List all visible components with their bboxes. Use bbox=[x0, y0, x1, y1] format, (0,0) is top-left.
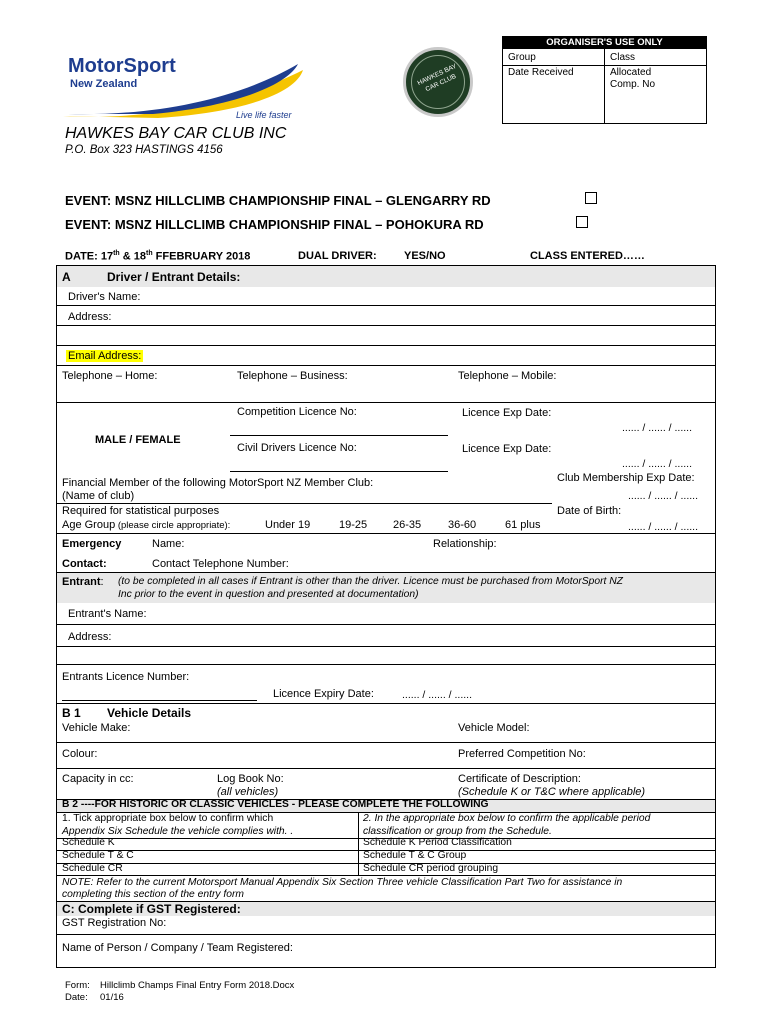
colour-label[interactable]: Colour: bbox=[62, 748, 98, 760]
schedule-note: (Schedule K or T&C where applicable) bbox=[458, 786, 646, 798]
section-a-letter: A bbox=[62, 270, 71, 284]
age-group-text: Age Group bbox=[62, 519, 116, 531]
b2-col1-line2: Appendix Six Schedule the vehicle complies with. . bbox=[62, 826, 294, 837]
section-a-title: Driver / Entrant Details: bbox=[107, 270, 241, 284]
club-exp-date[interactable]: ...... / ...... / ...... bbox=[628, 490, 699, 502]
event-date bbox=[65, 250, 250, 263]
organiser-group: Group bbox=[508, 52, 536, 63]
age-group-note: (please circle appropriate): bbox=[115, 520, 231, 531]
club-exp-label: Club Membership Exp Date: bbox=[557, 472, 695, 484]
civil-licence-label[interactable]: Civil Drivers Licence No: bbox=[237, 442, 357, 454]
b2-note-line1: NOTE: Refer to the current Motorsport Manual Appendix Six Section Three vehicle Classification Part Two for assistance in bbox=[62, 877, 623, 888]
schedule-k-period[interactable]: Schedule K Period Classification bbox=[363, 837, 512, 848]
all-vehicles-note: (all vehicles) bbox=[217, 786, 279, 798]
logbook-label[interactable]: Log Book No: bbox=[217, 773, 284, 785]
organiser-class: Class bbox=[610, 52, 636, 63]
b2-col2-line2: classification or group from the Schedule. bbox=[363, 826, 552, 837]
entrant-note-2: Inc prior to the event in question and presented at documentation) bbox=[118, 589, 419, 600]
schedule-tc[interactable]: Schedule T & C bbox=[62, 850, 134, 861]
organiser-allocated: Allocated Comp. No bbox=[610, 67, 656, 90]
emergency-name-label[interactable]: Name: bbox=[152, 538, 185, 550]
organiser-title: ORGANISER'S USE ONLY bbox=[503, 37, 706, 49]
schedule-tc-group[interactable]: Schedule T & C Group bbox=[363, 850, 467, 861]
tel-business-label[interactable]: Telephone – Business: bbox=[237, 370, 348, 382]
male-female[interactable]: MALE / FEMALE bbox=[95, 434, 181, 446]
cert-label[interactable]: Certificate of Description: bbox=[458, 773, 581, 785]
entrant-licence-label[interactable]: Entrants Licence Number: bbox=[62, 671, 190, 683]
event-line-1: EVENT: MSNZ HILLCLIMB CHAMPIONSHIP FINAL – GLENGARRY RD bbox=[65, 193, 491, 208]
entrant-label-text: Entrant bbox=[62, 576, 101, 588]
pref-comp-label[interactable]: Preferred Competition No: bbox=[458, 748, 586, 760]
entrant-address-label[interactable]: Address: bbox=[68, 631, 112, 643]
contact-tel-label[interactable]: Contact Telephone Number: bbox=[152, 558, 289, 570]
entrant-expiry-label: Licence Expiry Date: bbox=[273, 688, 374, 700]
event-checkbox-1[interactable] bbox=[585, 192, 597, 204]
entrants-name-label[interactable]: Entrant's Name: bbox=[68, 608, 147, 620]
date-mid: & 18 bbox=[119, 250, 146, 263]
dual-driver-label: DUAL DRIVER: bbox=[298, 250, 377, 262]
name-of-club[interactable]: (Name of club) bbox=[62, 490, 135, 502]
contact-label: Contact: bbox=[62, 558, 107, 570]
date-prefix: DATE: 17 bbox=[65, 250, 114, 263]
dual-driver-yes-no[interactable]: YES/NO bbox=[404, 250, 446, 262]
date-sup-1: th bbox=[113, 250, 120, 257]
footer-date-value: 01/16 bbox=[100, 992, 124, 1003]
event-checkbox-2[interactable] bbox=[576, 216, 588, 228]
age-option-under19[interactable]: Under 19 bbox=[265, 519, 311, 531]
tel-mobile-label[interactable]: Telephone – Mobile: bbox=[458, 370, 557, 382]
brand-nz: New Zealand bbox=[70, 78, 138, 90]
b2-title: B 2 ----FOR HISTORIC OR CLASSIC VEHICLES - PLEASE COMPLETE THE FOLLOWING bbox=[62, 799, 489, 810]
brand-tagline: Live life faster bbox=[236, 110, 292, 120]
capacity-label[interactable]: Capacity in cc: bbox=[62, 773, 134, 785]
b2-col2-line1: 2. In the appropriate box below to confirm the applicable period bbox=[363, 813, 651, 824]
entrant-expiry-date[interactable]: ...... / ...... / ...... bbox=[402, 689, 473, 701]
financial-member: Financial Member of the following MotorSport NZ Member Club: bbox=[62, 477, 374, 489]
licence-exp-1: Licence Exp Date: bbox=[462, 407, 552, 419]
drivers-name-label[interactable]: Driver's Name: bbox=[68, 291, 141, 303]
organiser-date-received: Date Received bbox=[508, 67, 574, 78]
entrant-label: Entrant: bbox=[62, 576, 104, 588]
footer-form-label: Form: bbox=[65, 980, 90, 991]
age-option-19-25[interactable]: 19-25 bbox=[339, 519, 368, 531]
club-badge-text: HAWKES BAY CAR CLUB bbox=[416, 62, 458, 94]
relationship-label[interactable]: Relationship: bbox=[433, 538, 497, 550]
tel-home-label[interactable]: Telephone – Home: bbox=[62, 370, 158, 382]
date-suffix: FFEBRUARY 2018 bbox=[152, 250, 251, 263]
emergency-label: Emergency bbox=[62, 538, 122, 550]
licence-exp-2: Licence Exp Date: bbox=[462, 443, 552, 455]
motorsport-logo bbox=[58, 50, 318, 122]
footer-date-label: Date: bbox=[65, 992, 88, 1003]
dob-date[interactable]: ...... / ...... / ...... bbox=[628, 521, 699, 533]
b1-title: Vehicle Details bbox=[107, 706, 192, 720]
brand-motorsport: MotorSport bbox=[68, 55, 176, 77]
schedule-k[interactable]: Schedule K bbox=[62, 837, 115, 848]
address-label[interactable]: Address: bbox=[68, 311, 112, 323]
club-badge bbox=[403, 47, 473, 117]
age-group-label bbox=[62, 519, 230, 531]
dob-label: Date of Birth: bbox=[557, 505, 622, 517]
email-label[interactable]: Email Address: bbox=[68, 350, 142, 362]
po-box: P.O. Box 323 HASTINGS 4156 bbox=[65, 144, 223, 156]
licence-exp-date-1[interactable]: ...... / ...... / ...... bbox=[622, 422, 693, 434]
section-c-title: C: Complete if GST Registered: bbox=[62, 902, 241, 916]
b1-label: B 1 bbox=[62, 706, 81, 720]
name-person-label[interactable]: Name of Person / Company / Team Registered: bbox=[62, 942, 293, 954]
age-option-61plus[interactable]: 61 plus bbox=[505, 519, 541, 531]
b2-col1-line1: 1. Tick appropriate box below to confirm which bbox=[62, 813, 274, 824]
club-name: HAWKES BAY CAR CLUB INC bbox=[65, 125, 287, 142]
b2-note-line2: completing this section of the entry form bbox=[62, 889, 244, 900]
comp-licence-label[interactable]: Competition Licence No: bbox=[237, 406, 357, 418]
entrant-note-1: (to be completed in all cases if Entrant is other than the driver. Licence must be purchased from MotorSport NZ bbox=[118, 576, 623, 587]
class-entered[interactable]: CLASS ENTERED…… bbox=[530, 250, 645, 262]
statistical-label: Required for statistical purposes bbox=[62, 505, 220, 517]
date-sup-2: th bbox=[146, 250, 153, 257]
vehicle-make-label[interactable]: Vehicle Make: bbox=[62, 722, 131, 734]
schedule-cr-period[interactable]: Schedule CR period grouping bbox=[363, 863, 499, 874]
event-line-2: EVENT: MSNZ HILLCLIMB CHAMPIONSHIP FINAL – POHOKURA RD bbox=[65, 217, 484, 232]
licence-exp-date-2[interactable]: ...... / ...... / ...... bbox=[622, 458, 693, 470]
age-option-26-35[interactable]: 26-35 bbox=[393, 519, 422, 531]
age-option-36-60[interactable]: 36-60 bbox=[448, 519, 477, 531]
schedule-cr[interactable]: Schedule CR bbox=[62, 863, 123, 874]
organiser-box bbox=[502, 36, 707, 124]
gst-no-label[interactable]: GST Registration No: bbox=[62, 917, 167, 929]
vehicle-model-label[interactable]: Vehicle Model: bbox=[458, 722, 530, 734]
footer-form-value: Hillclimb Champs Final Entry Form 2018.Docx bbox=[100, 980, 295, 991]
